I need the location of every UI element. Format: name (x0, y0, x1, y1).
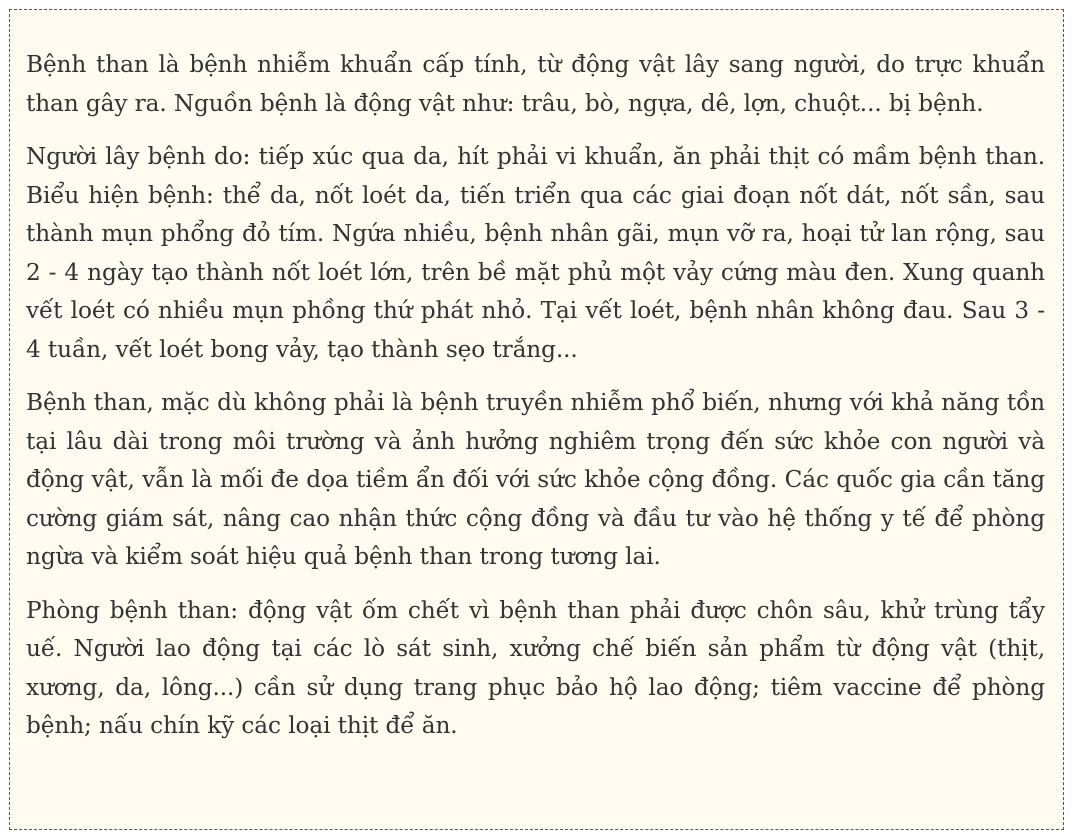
paragraph-symptoms: Người lây bệnh do: tiếp xúc qua da, hít phải vi khuẩn, ăn phải thịt có mầm bệnh than. Biểu hiện bệnh: thể da, nốt loét da, tiến triển qua các giai đoạn nốt dát, nốt sần, sau thành mụn phổng đỏ tím. Ngứa nhiều, bệnh nhân gãi, mụn vỡ ra, hoại tử lan rộng, sau 2 - 4 ngày tạo thành nốt loét lớn, trên bề mặt phủ một vảy cứng màu đen. Xung quanh vết loét có nhiều mụn phồng thứ phát nhỏ. Tại vết loét, bệnh nhân không đau. Sau 3 - 4 tuần, vết loét bong vảy, tạo thành sẹo trắng... (26, 143, 1045, 363)
article-box (9, 9, 1064, 830)
paragraph-threat: Bệnh than, mặc dù không phải là bệnh truyền nhiễm phổ biến, nhưng với khả năng tồn tại lâu dài trong môi trường và ảnh hưởng nghiêm trọng đến sức khỏe con người và động vật, vẫn là mối đe dọa tiềm ẩn đối với sức khỏe cộng đồng. Các quốc gia cần tăng cường giám sát, nâng cao nhận thức cộng đồng và đầu tư vào hệ thống y tế để phòng ngừa và kiểm soát hiệu quả bệnh than trong tương lai. (26, 389, 1045, 570)
paragraph-prevention: Phòng bệnh than: động vật ốm chết vì bệnh than phải được chôn sâu, khử trùng tẩy uế. Người lao động tại các lò sát sinh, xưởng chế biến sản phẩm từ động vật (thịt, xương, da, lông...) cần sử dụng trang phục bảo hộ lao động; tiêm vaccine để phòng bệnh; nấu chín kỹ các loại thịt để ăn. (26, 596, 1045, 739)
paragraph-intro: Bệnh than là bệnh nhiễm khuẩn cấp tính, từ động vật lây sang người, do trực khuẩn than gây ra. Nguồn bệnh là động vật như: trâu, bò, ngựa, dê, lợn, chuột... bị bệnh. (26, 51, 1045, 117)
